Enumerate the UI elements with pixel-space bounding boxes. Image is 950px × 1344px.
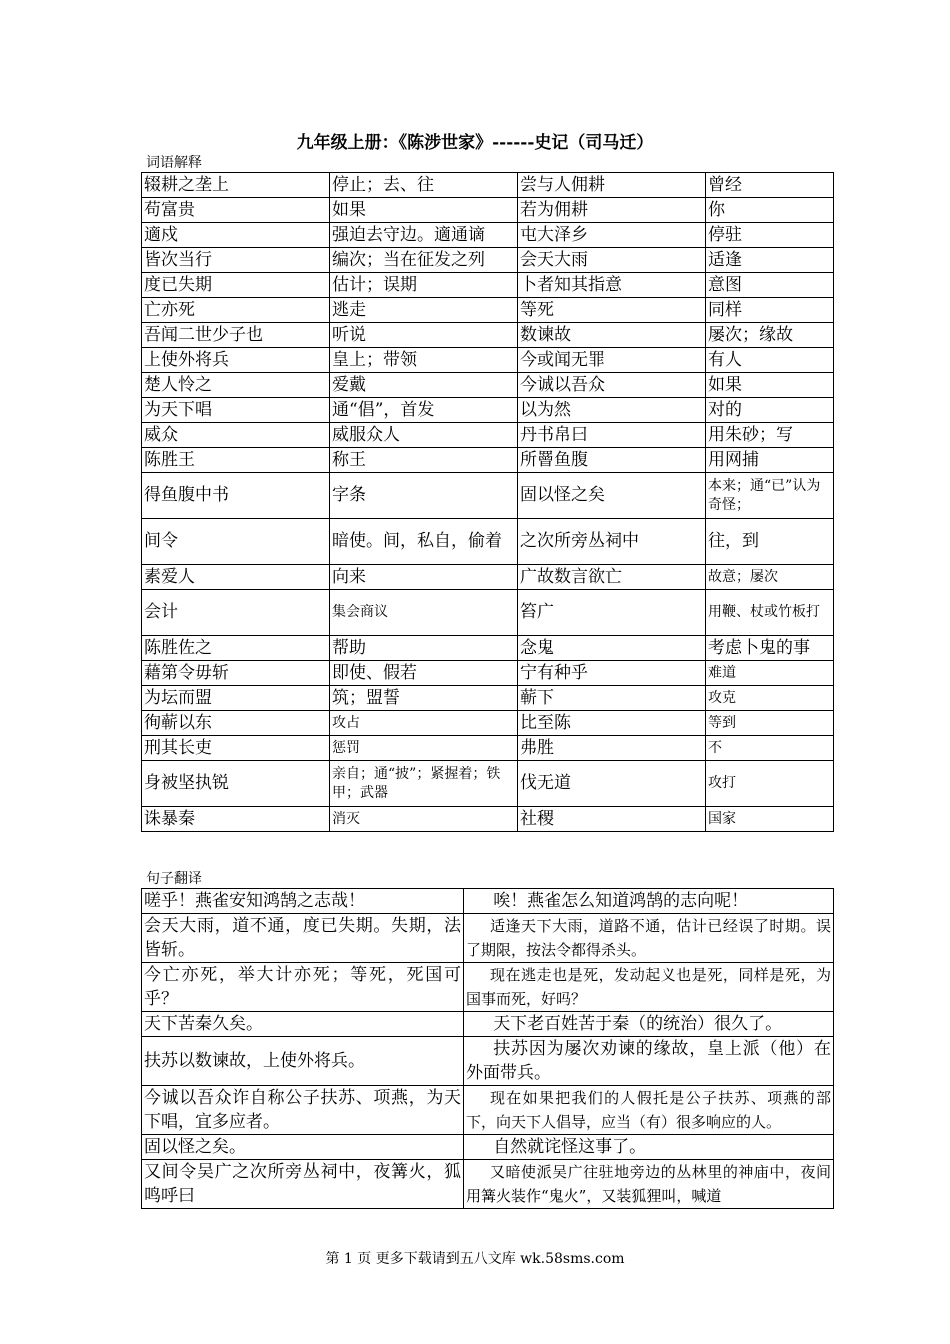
vocab-word: 弗胜 — [518, 736, 706, 761]
vocab-row — [142, 223, 834, 248]
vocab-row — [142, 173, 834, 198]
vocab-meaning: 亲自；通“披”；紧握着；铁甲；武器 — [330, 761, 518, 807]
vocab-meaning: 集会商议 — [330, 590, 518, 636]
vocab-word: 若为佣耕 — [518, 198, 706, 223]
sentence-row — [142, 1037, 834, 1086]
page-footer: 第 1 页 更多下载请到五八文库 wk.58sms.com — [325, 1251, 625, 1267]
vocab-meaning: 停驻 — [706, 223, 834, 248]
vocab-meaning: 同样 — [706, 298, 834, 323]
vocab-row — [142, 636, 834, 661]
vocab-meaning: 筑；盟誓 — [330, 686, 518, 711]
sentence-translation: 现在如果把我们的人假托是公子扶苏、项燕的部下，向天下人倡导，应当（有）很多响应的人。 — [464, 1086, 834, 1135]
vocab-meaning: 国家 — [706, 807, 834, 832]
vocab-row — [142, 736, 834, 761]
vocab-meaning: 即使、假若 — [330, 661, 518, 686]
sentence-original: 固以怪之矣。 — [142, 1135, 464, 1160]
vocab-meaning: 对的 — [706, 398, 834, 423]
vocab-word: 间令 — [142, 519, 330, 565]
vocab-meaning: 屡次；缘故 — [706, 323, 834, 348]
vocab-word: 蕲下 — [518, 686, 706, 711]
vocab-word: 社稷 — [518, 807, 706, 832]
vocab-heading: 词语解释 — [146, 155, 202, 171]
sentence-translation: 自然就诧怪这事了。 — [464, 1135, 834, 1160]
vocab-word: 威众 — [142, 423, 330, 448]
sentence-translation: 又暗使派吴广往驻地旁边的丛林里的神庙中，夜间用篝火装作“鬼火”，又装狐狸叫，喊道 — [464, 1160, 834, 1209]
vocab-word: 所罾鱼腹 — [518, 448, 706, 473]
sentence-translation: 现在逃走也是死，发动起义也是死，同样是死，为国事而死，好吗？ — [464, 963, 834, 1012]
vocab-word: 笞广 — [518, 590, 706, 636]
sentence-table — [141, 888, 834, 1209]
vocab-word: 身被坚执锐 — [142, 761, 330, 807]
vocab-word: 尝与人佣耕 — [518, 173, 706, 198]
vocab-row — [142, 273, 834, 298]
vocab-meaning: 帮助 — [330, 636, 518, 661]
vocab-row — [142, 323, 834, 348]
vocab-meaning: 估计；误期 — [330, 273, 518, 298]
vocab-word: 亡亦死 — [142, 298, 330, 323]
vocab-word: 屯大泽乡 — [518, 223, 706, 248]
vocab-word: 陈胜佐之 — [142, 636, 330, 661]
vocab-word: 今诚以吾众 — [518, 373, 706, 398]
vocab-word: 会天大雨 — [518, 248, 706, 273]
vocab-meaning: 用鞭、杖或竹板打 — [706, 590, 834, 636]
vocab-word: 得鱼腹中书 — [142, 473, 330, 519]
vocab-word: 今或闻无罪 — [518, 348, 706, 373]
vocab-word: 比至陈 — [518, 711, 706, 736]
sentence-original: 扶苏以数谏故，上使外将兵。 — [142, 1037, 464, 1086]
sentence-translation: 扶苏因为屡次劝谏的缘故，皇上派（他）在外面带兵。 — [464, 1037, 834, 1086]
sentence-row — [142, 1012, 834, 1037]
vocab-row — [142, 807, 834, 832]
vocab-word: 苟富贵 — [142, 198, 330, 223]
vocab-word: 吾闻二世少子也 — [142, 323, 330, 348]
vocab-meaning: 曾经 — [706, 173, 834, 198]
page-title: 九年级上册：《陈涉世家》------史记（司马迁） — [296, 133, 654, 153]
vocab-meaning: 适逢 — [706, 248, 834, 273]
sentence-original: 会天大雨，道不通，度已失期。失期，法皆斩。 — [142, 914, 464, 963]
vocab-word: 为天下唱 — [142, 398, 330, 423]
sentence-translation: 天下老百姓苦于秦（的统治）很久了。 — [464, 1012, 834, 1037]
vocab-row — [142, 448, 834, 473]
vocab-row — [142, 519, 834, 565]
vocab-meaning: 字条 — [330, 473, 518, 519]
vocab-word: 辍耕之垄上 — [142, 173, 330, 198]
vocab-row — [142, 590, 834, 636]
vocab-word: 之次所旁丛祠中 — [518, 519, 706, 565]
sentence-original: 今诚以吾众诈自称公子扶苏、项燕，为天下唱，宜多应者。 — [142, 1086, 464, 1135]
vocab-meaning: 等到 — [706, 711, 834, 736]
vocab-word: 卜者知其指意 — [518, 273, 706, 298]
vocab-word: 会计 — [142, 590, 330, 636]
vocab-meaning: 停止；去、往 — [330, 173, 518, 198]
vocab-word: 宁有种乎 — [518, 661, 706, 686]
sentence-original: 天下苦秦久矣。 — [142, 1012, 464, 1037]
vocab-word: 徇蕲以东 — [142, 711, 330, 736]
vocab-row — [142, 373, 834, 398]
vocab-meaning: 编次；当在征发之列 — [330, 248, 518, 273]
vocab-meaning: 考虑卜鬼的事 — [706, 636, 834, 661]
sentence-original: 又间令吴广之次所旁丛祠中，夜篝火，狐鸣呼曰 — [142, 1160, 464, 1209]
vocab-word: 固以怪之矣 — [518, 473, 706, 519]
vocab-word: 陈胜王 — [142, 448, 330, 473]
vocab-word: 素爱人 — [142, 565, 330, 590]
vocab-word: 广故数言欲亡 — [518, 565, 706, 590]
vocab-meaning: 向来 — [330, 565, 518, 590]
sentence-heading: 句子翻译 — [146, 871, 202, 887]
vocab-row — [142, 661, 834, 686]
vocab-meaning: 如果 — [330, 198, 518, 223]
vocab-row — [142, 248, 834, 273]
vocab-meaning: 你 — [706, 198, 834, 223]
sentence-row — [142, 963, 834, 1012]
vocab-meaning: 意图 — [706, 273, 834, 298]
sentence-translation: 适逢天下大雨，道路不通，估计已经误了时期。误了期限，按法令都得杀头。 — [464, 914, 834, 963]
vocab-word: 伐无道 — [518, 761, 706, 807]
vocab-word: 皆次当行 — [142, 248, 330, 273]
vocab-meaning: 攻占 — [330, 711, 518, 736]
vocab-meaning: 强迫去守边。適通谪 — [330, 223, 518, 248]
vocab-meaning: 皇上；带领 — [330, 348, 518, 373]
vocab-word: 丹书帛曰 — [518, 423, 706, 448]
vocab-meaning: 爱戴 — [330, 373, 518, 398]
vocab-row — [142, 348, 834, 373]
vocab-meaning: 如果 — [706, 373, 834, 398]
vocab-meaning: 有人 — [706, 348, 834, 373]
sentence-row — [142, 1160, 834, 1209]
vocab-word: 等死 — [518, 298, 706, 323]
sentence-row — [142, 889, 834, 914]
vocab-meaning: 用网捕 — [706, 448, 834, 473]
vocab-meaning: 本来；通“已”认为奇怪； — [706, 473, 834, 519]
vocab-row — [142, 565, 834, 590]
vocab-meaning: 难道 — [706, 661, 834, 686]
sentence-original: 今亡亦死，举大计亦死；等死，死国可乎？ — [142, 963, 464, 1012]
vocab-word: 念鬼 — [518, 636, 706, 661]
vocab-row — [142, 711, 834, 736]
vocab-word: 刑其长吏 — [142, 736, 330, 761]
vocab-word: 適戍 — [142, 223, 330, 248]
vocab-meaning: 暗使。间，私自，偷着 — [330, 519, 518, 565]
vocab-word: 楚人怜之 — [142, 373, 330, 398]
vocab-meaning: 用朱砂；写 — [706, 423, 834, 448]
sentence-row — [142, 1135, 834, 1160]
vocab-meaning: 消灭 — [330, 807, 518, 832]
vocab-meaning: 逃走 — [330, 298, 518, 323]
vocab-meaning: 威服众人 — [330, 423, 518, 448]
vocab-word: 上使外将兵 — [142, 348, 330, 373]
sentence-row — [142, 1086, 834, 1135]
vocab-row — [142, 686, 834, 711]
vocab-table — [141, 172, 834, 832]
sentence-translation: 唉！燕雀怎么知道鸿鹄的志向呢！ — [464, 889, 834, 914]
sentence-original: 嗟乎！燕雀安知鸿鹄之志哉！ — [142, 889, 464, 914]
vocab-row — [142, 298, 834, 323]
vocab-row — [142, 198, 834, 223]
vocab-row — [142, 761, 834, 807]
vocab-word: 藉第令毋斩 — [142, 661, 330, 686]
vocab-word: 以为然 — [518, 398, 706, 423]
vocab-meaning: 惩罚 — [330, 736, 518, 761]
vocab-word: 为坛而盟 — [142, 686, 330, 711]
vocab-word: 度已失期 — [142, 273, 330, 298]
vocab-meaning: 攻打 — [706, 761, 834, 807]
vocab-meaning: 故意；屡次 — [706, 565, 834, 590]
vocab-row — [142, 423, 834, 448]
vocab-word: 数谏故 — [518, 323, 706, 348]
vocab-row — [142, 398, 834, 423]
vocab-meaning: 听说 — [330, 323, 518, 348]
vocab-meaning: 往，到 — [706, 519, 834, 565]
vocab-meaning: 称王 — [330, 448, 518, 473]
vocab-meaning: 攻克 — [706, 686, 834, 711]
vocab-row — [142, 473, 834, 519]
vocab-meaning: 不 — [706, 736, 834, 761]
vocab-meaning: 通“倡”，首发 — [330, 398, 518, 423]
vocab-word: 诛暴秦 — [142, 807, 330, 832]
sentence-row — [142, 914, 834, 963]
